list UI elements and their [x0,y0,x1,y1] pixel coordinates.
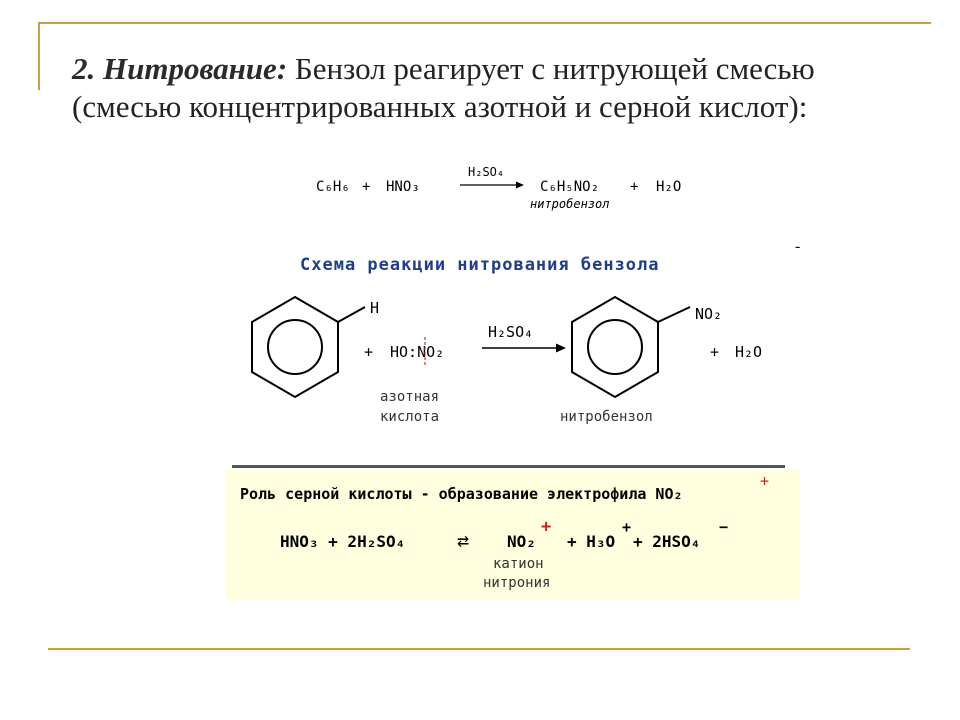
accent-top-line [38,22,931,24]
eq1-plus1: + [362,179,371,195]
acid-name-line1: азотная [380,389,440,405]
nitration-equation [290,160,730,220]
role-hydronium: + H₃O [567,532,616,551]
slide-heading [72,50,892,126]
scheme-catalyst: H₂SO₄ [488,323,534,341]
equilibrium-arrow: ⇄ [457,528,470,552]
nitration-scheme [240,285,800,435]
acid-name-line2: кислота [380,409,440,425]
role-hydrosulfate: + 2HSO₄ [633,532,701,551]
stray-dash: - [795,238,801,255]
accent-bottom-line [48,648,910,650]
cation-name-line1: катион [493,556,544,572]
scheme-acid: HO:NO₂ [390,343,445,361]
cation-name-line2: нитрония [483,575,551,591]
role-hydronium-charge: + [622,518,632,536]
scheme-plus1: + [364,343,374,361]
eq1-product1: C₆H₅NO₂ [540,179,600,195]
role-hydrosulfate-charge: − [719,518,729,536]
role-title: Роль серной кислоты - образование электрофила NO₂ [240,485,683,503]
eq1-product2: H₂O [656,179,682,195]
eq1-product1-name: нитробензол [530,197,610,211]
role-separator [232,465,785,468]
product-name: нитробензол [560,409,653,425]
eq1-reactant1: C₆H₆ [316,179,350,195]
role-title-charge: + [760,472,770,490]
sulfuric-acid-role-box [225,470,800,600]
scheme-plus2: + [710,343,720,361]
benzene-ring-icon [252,297,365,397]
scheme-water: H₂O [735,343,763,361]
heading-text: Бензол реагирует с нитрующей смесью (смесью концентрированных азотной и серной кислот): [72,51,815,124]
role-cation: NO₂ [507,532,536,551]
scheme-h-label: H [370,299,380,317]
eq1-reactant2: HNO₃ [386,179,420,195]
scheme-arrow-head [556,344,566,353]
heading-lead: 2. Нитрование: [72,51,288,86]
eq1-arrow-head [516,182,524,189]
scheme-title: Схема реакции нитрования бензола [300,255,660,275]
role-svg [225,470,800,600]
role-cation-charge: + [541,517,552,537]
eq1-catalyst: H₂SO₄ [468,165,505,179]
role-reactants: HNO₃ + 2H₂SO₄ [280,532,406,551]
eq1-plus2: + [630,179,639,195]
nitrobenzene-ring-icon [572,297,690,397]
accent-vertical-line [38,22,40,90]
scheme-no2-label: NO₂ [695,305,723,323]
